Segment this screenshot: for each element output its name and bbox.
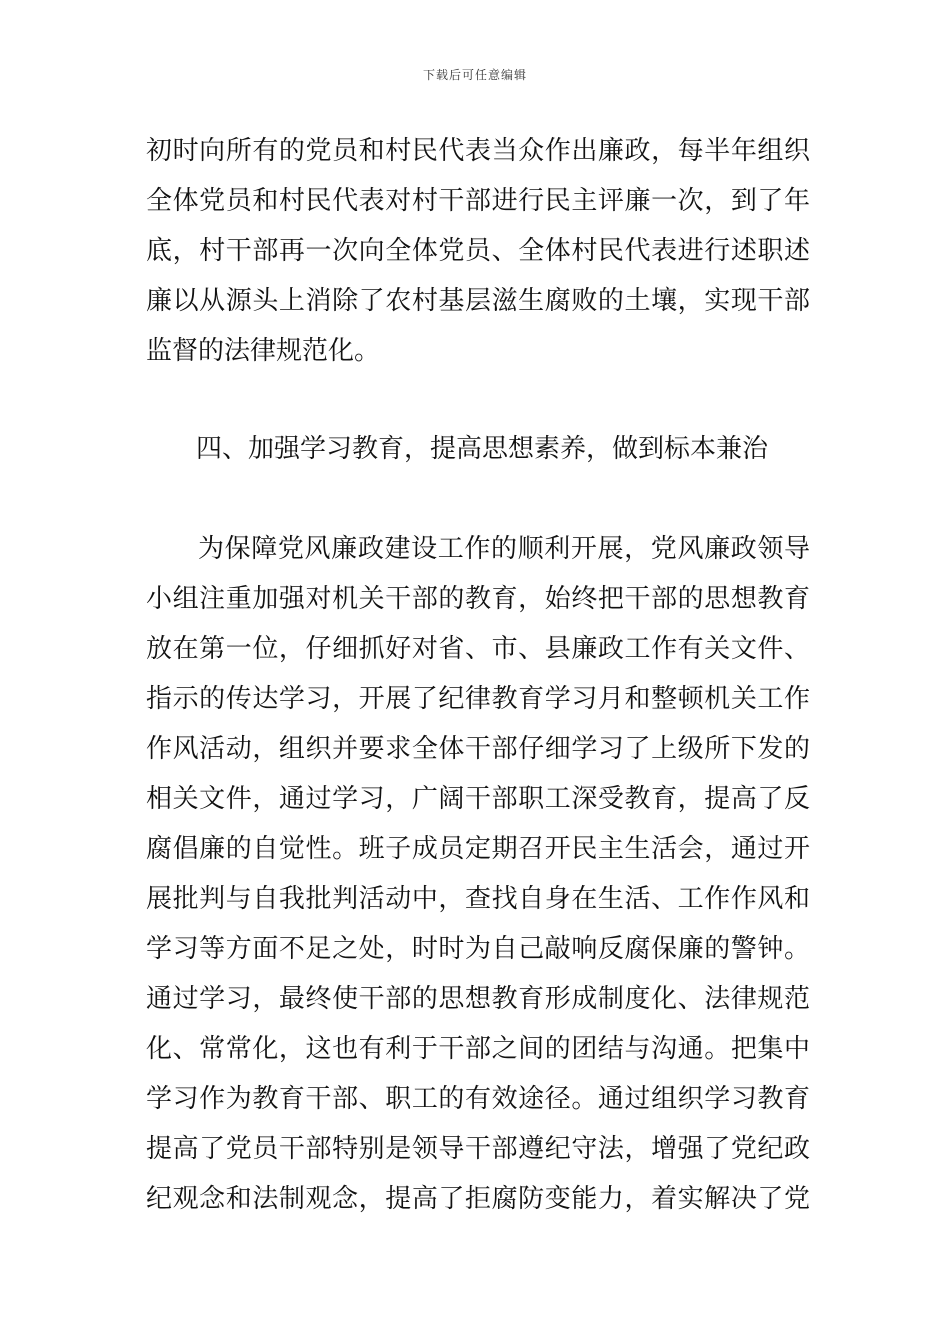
paragraph-line: 底，村干部再一次向全体党员、全体村民代表进行述职述 [146,236,810,266]
paragraph-line: 提高了党员干部特别是领导干部遵纪守法，增强了党纪政 [146,1134,810,1164]
section-heading: 四、加强学习教育，提高思想素养，做到标本兼治 [196,434,769,464]
paragraph-line: 作风活动，组织并要求全体干部仔细学习了上级所下发的 [146,734,810,764]
paragraph-line: 小组注重加强对机关干部的教育，始终把干部的思想教育 [146,584,810,614]
paragraph-line: 指示的传达学习，开展了纪律教育学习月和整顿机关工作 [146,684,810,714]
paragraph-line: 为保障党风廉政建设工作的顺利开展，党风廉政领导 [198,534,810,564]
paragraph-line: 放在第一位，仔细抓好对省、市、县廉政工作有关文件、 [146,634,810,664]
paragraph-line: 廉以从源头上消除了农村基层滋生腐败的土壤，实现干部 [146,286,810,316]
paragraph-line: 监督的法律规范化。 [146,336,381,366]
paragraph-line: 相关文件，通过学习，广阔干部职工深受教育，提高了反 [146,784,810,814]
paragraph-line: 通过学习，最终使干部的思想教育形成制度化、法律规范 [146,984,810,1014]
paragraph-line: 腐倡廉的自觉性。班子成员定期召开民主生活会，通过开 [146,834,810,864]
paragraph-line: 化、常常化，这也有利于干部之间的团结与沟通。把集中 [146,1034,810,1064]
header-note: 下载后可任意编辑 [422,68,527,82]
paragraph-line: 学习等方面不足之处，时时为自己敲响反腐保廉的警钟。 [146,934,810,964]
paragraph-line: 初时向所有的党员和村民代表当众作出廉政，每半年组织 [146,136,810,166]
paragraph-line: 展批判与自我批判活动中，查找自身在生活、工作作风和 [146,884,810,914]
paragraph-line: 全体党员和村民代表对村干部进行民主评廉一次，到了年 [146,186,810,216]
paragraph-line: 学习作为教育干部、职工的有效途径。通过组织学习教育 [146,1084,810,1114]
paragraph-line: 纪观念和法制观念，提高了拒腐防变能力，着实解决了党 [146,1184,810,1214]
